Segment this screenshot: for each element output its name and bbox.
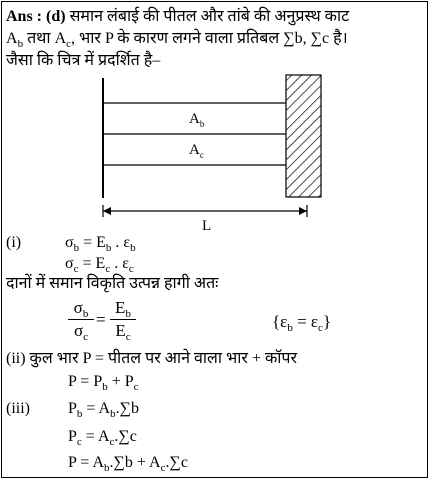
area-subscript-b: b: [17, 38, 24, 50]
intro-line-1-text: समान लंबाई की पीतल और तांबे की अनुप्रस्थ काट: [69, 8, 350, 25]
eq1-line-1: $\sigma_b = E_b$ . $\varepsilon_b$: [65, 234, 136, 254]
eq3-line-2: $P_c = A_c.\sum c$: [68, 428, 137, 448]
ratio-equals: =: [96, 310, 106, 329]
fixed-wall: [286, 75, 321, 197]
ratio-right-fraction: $E_b$ $E_c$: [110, 298, 136, 341]
equal-strain-condition: $\{\varepsilon_b = \varepsilon_c\}$: [272, 312, 332, 334]
area-symbol-b: A: [6, 30, 18, 47]
eq1-line-2: $\sigma_c = E_c$ . $\varepsilon_c$: [65, 255, 134, 275]
ratio-left-fraction: $\sigma_b$ $\sigma_c$: [68, 298, 94, 341]
bar-bottom-label: $A_c$: [189, 142, 204, 160]
eq1-label: (i): [6, 234, 22, 251]
eq3-line-1: $P_b = A_b.\sum b$: [68, 400, 140, 420]
dimension-arrow-right: [299, 207, 307, 215]
area-symbol-c: A: [54, 30, 67, 47]
intro-line-3: जैसा कि चित्र में प्रदर्शित है–: [6, 52, 161, 69]
eq3-line-3: $P = A_b.\sum b + A_c.\sum c$: [68, 454, 189, 474]
area-subscript-c: c: [66, 38, 72, 50]
intro-line-2-text: , भार P के कारण लगने वाला प्रतिबल ∑b, ∑c है।: [71, 30, 348, 47]
answer-label: Ans : (d): [6, 8, 66, 25]
bar-top-label: $A_b$: [189, 111, 205, 129]
strain-statement: दानों में समान विकृति उत्पन्न हागी अतः: [6, 275, 219, 292]
length-label: L: [202, 218, 212, 234]
intro-connector: तथा: [23, 30, 55, 47]
dimension-arrow-left: [103, 207, 111, 215]
eq3-label: (iii): [6, 400, 30, 417]
eq2-line-1: (ii) कुल भार P = पीतल पर आने वाला भार + कॉपर: [6, 350, 298, 367]
eq2-line-2: $P = P_b + P_c$: [68, 373, 139, 393]
